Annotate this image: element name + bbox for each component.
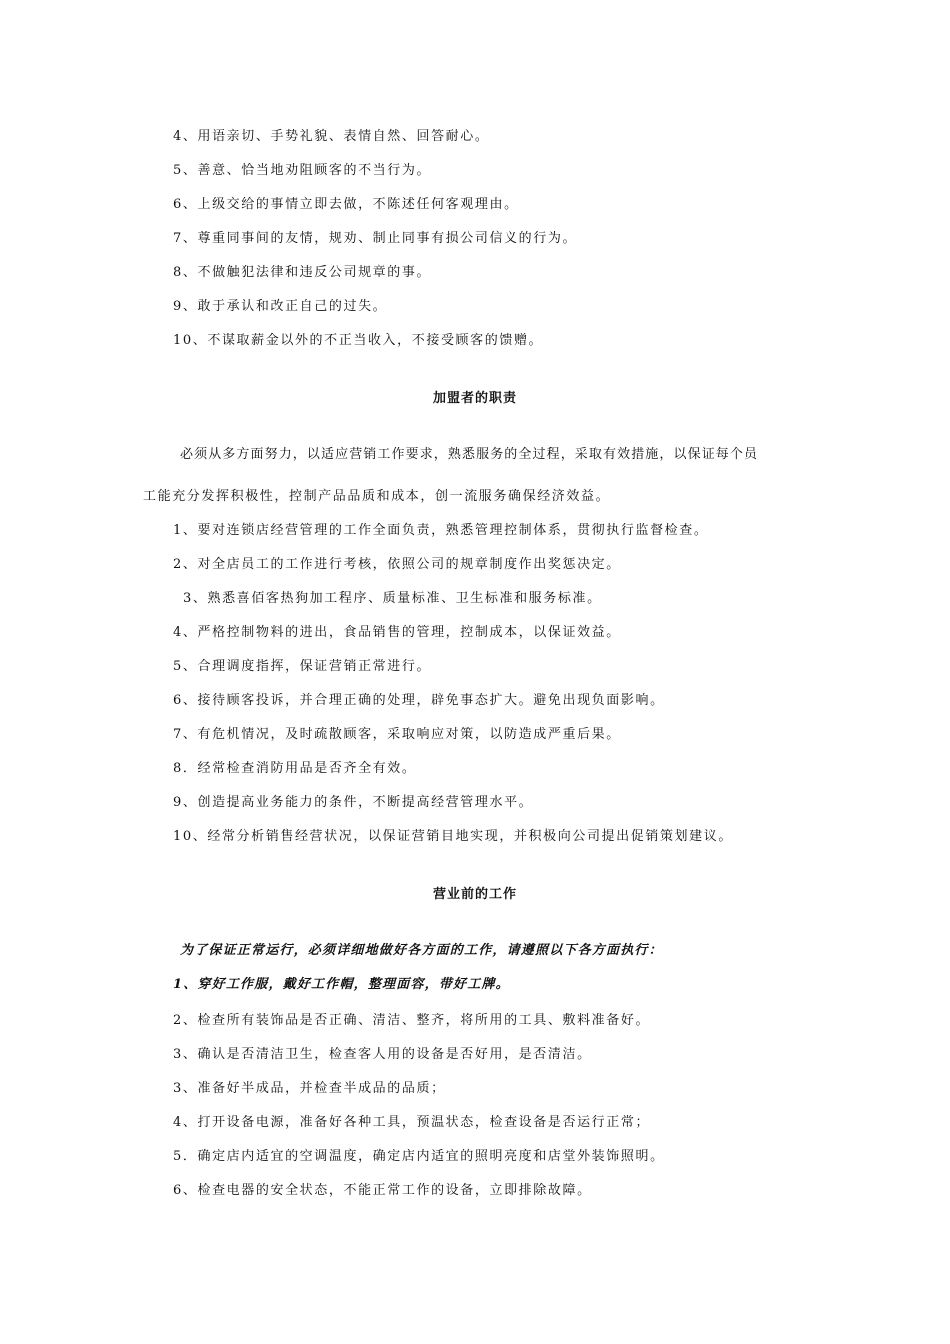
- conduct-item-9: 9、敢于承认和改正自己的过失。: [173, 299, 388, 314]
- franchisee-item-6: 6、接待顾客投诉，并合理正确的处理，辟免事态扩大。避免出现负面影响。: [173, 693, 665, 708]
- franchisee-item-9: 9、创造提高业务能力的条件，不断提高经营管理水平。: [173, 795, 534, 810]
- pre-business-item-1: 1、穿好工作服，戴好工作帽，整理面容，带好工牌。: [173, 977, 510, 992]
- pre-business-item-6: 6、检查电器的安全状态，不能正常工作的设备，立即排除故障。: [173, 1183, 592, 1198]
- pre-business-item-3a: 3、确认是否清洁卫生，检查客人用的设备是否好用，是否清洁。: [173, 1047, 592, 1062]
- section-title-pre-business: 营业前的工作: [432, 887, 517, 902]
- pre-business-item-5: 5．确定店内适宜的空调温度，确定店内适宜的照明亮度和店堂外装饰照明。: [173, 1149, 665, 1164]
- franchisee-item-8: 8．经常检查消防用品是否齐全有效。: [173, 761, 417, 776]
- pre-business-item-2: 2、检查所有装饰品是否正确、清洁、整齐，将所用的工具、敷料准备好。: [173, 1013, 651, 1028]
- franchisee-item-4: 4、严格控制物料的进出，食品销售的管理，控制成本，以保证效益。: [173, 625, 621, 640]
- franchisee-item-2: 2、对全店员工的工作进行考核，依照公司的规章制度作出奖惩决定。: [173, 557, 621, 572]
- pre-business-intro: 为了保证正常运行，必须详细地做好各方面的工作，请遵照以下各方面执行：: [180, 943, 663, 958]
- franchisee-item-1: 1、要对连锁店经营管理的工作全面负责，熟悉管理控制体系，贯彻执行监督检查。: [173, 523, 709, 538]
- conduct-item-7: 7、尊重同事间的友情，规劝、制止同事有损公司信义的行为。: [173, 231, 578, 246]
- conduct-item-8: 8、不做触犯法律和违反公司规章的事。: [173, 265, 432, 280]
- pre-business-item-4: 4、打开设备电源，准备好各种工具，预温状态，检查设备是否运行正常；: [173, 1115, 651, 1130]
- conduct-item-10: 10、不谋取薪金以外的不正当收入，不接受顾客的馈赠。: [173, 333, 544, 348]
- section-title-franchisee: 加盟者的职责: [432, 391, 517, 406]
- franchisee-item-5: 5、合理调度指挥，保证营销正常进行。: [173, 659, 432, 674]
- conduct-item-6: 6、上级交给的事情立即去做，不陈述任何客观理由。: [173, 197, 519, 212]
- franchisee-item-3: 3、熟悉喜佰客热狗加工程序、质量标准、卫生标准和服务标准。: [183, 591, 602, 606]
- conduct-item-5: 5、善意、恰当地劝阻顾客的不当行为。: [173, 163, 432, 178]
- franchisee-item-10: 10、经常分析销售经营状况，以保证营销目地实现，并积极向公司提出促销策划建议。: [173, 829, 733, 844]
- franchisee-intro-line-1: 必须从多方面努力，以适应营销工作要求，熟悉服务的全过程，采取有效措施，以保证每个员: [180, 447, 759, 462]
- franchisee-intro-line-2: 工能充分发挥积极性，控制产品品质和成本，创一流服务确保经济效益。: [143, 489, 611, 504]
- conduct-item-4: 4、用语亲切、手势礼貌、表情自然、回答耐心。: [173, 129, 490, 144]
- pre-business-item-3b: 3、准备好半成品，并检查半成品的品质；: [173, 1081, 446, 1096]
- franchisee-item-7: 7、有危机情况，及时疏散顾客，采取响应对策，以防造成严重后果。: [173, 727, 621, 742]
